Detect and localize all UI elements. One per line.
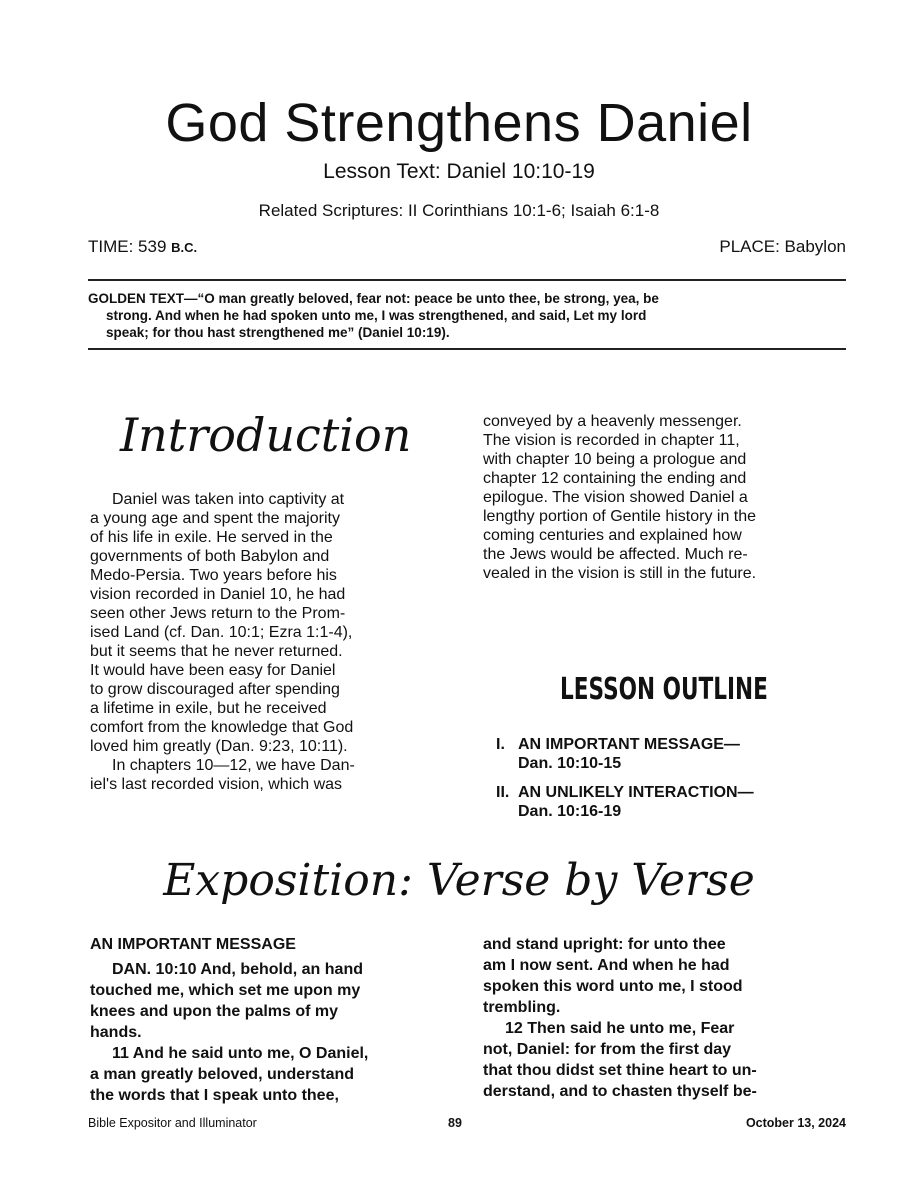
verse-line: touched me, which set me upon my (90, 982, 361, 999)
introduction-right-column (483, 412, 851, 583)
footer-publication: Bible Expositor and Illuminator (88, 1116, 257, 1130)
golden-text-line: speak; for thou hast strengthened me” (Daniel 10:19). (106, 325, 450, 340)
text-line: It would have been easy for Daniel (90, 662, 336, 679)
golden-text-line: GOLDEN TEXT—“O man greatly beloved, fear not: peace be unto thee, be strong, yea, be (88, 291, 659, 306)
text-line: comfort from the knowledge that God (90, 719, 354, 736)
text-line: loved him greatly (Dan. 9:23, 10:11). (90, 738, 348, 755)
page-title: God Strengthens Daniel (165, 93, 753, 153)
text-line: vealed in the vision is still in the future. (483, 565, 757, 582)
text-line: with chapter 10 being a prologue and (483, 451, 747, 468)
verse-line: hands. (90, 1024, 142, 1041)
text-line: a young age and spent the majority (90, 510, 340, 527)
outline-item-title: AN UNLIKELY INTERACTION— (518, 784, 754, 801)
verse-line: derstand, and to chasten thyself be- (483, 1083, 757, 1100)
text-line: vision recorded in Daniel 10, he had (90, 586, 346, 603)
text-line: chapter 12 containing the ending and (483, 470, 747, 487)
golden-text (88, 290, 846, 341)
text-line: The vision is recorded in chapter 11, (483, 432, 740, 449)
footer-date: October 13, 2024 (745, 1116, 846, 1130)
text-line: iel's last recorded vision, which was (90, 776, 343, 793)
place-info: PLACE: Babylon (719, 237, 846, 256)
verse-line: 11 And he said unto me, O Daniel, (112, 1045, 369, 1062)
introduction-heading: Introduction (120, 408, 412, 462)
text-line: governments of both Babylon and (90, 548, 330, 565)
verse-line: knees and upon the palms of my (90, 1003, 339, 1020)
text-line: epilogue. The vision showed Daniel a (483, 489, 748, 506)
time-era: B.C. (171, 240, 198, 255)
verse-line: 12 Then said he unto me, Fear (505, 1020, 735, 1037)
exposition-left-column (90, 934, 460, 1106)
verse-line: and stand upright: for unto thee (483, 936, 726, 953)
text-line: conveyed by a heavenly messenger. (483, 413, 742, 430)
outline-item (496, 735, 856, 773)
verse-line: am I now sent. And when he had (483, 957, 730, 974)
golden-text-line: strong. And when he had spoken unto me, I was strengthened, and said, Let my lord (106, 308, 647, 323)
text-line: but it seems that he never returned. (90, 643, 343, 660)
text-line: lengthy portion of Gentile history in the (483, 508, 757, 525)
text-line: seen other Jews return to the Prom- (90, 605, 346, 622)
text-line: ised Land (cf. Dan. 10:1; Ezra 1:1-4), (90, 624, 353, 641)
exposition-right-column (483, 934, 853, 1102)
related-scriptures: Related Scriptures: II Corinthians 10:1-6; Isaiah 6:1-8 (258, 201, 660, 220)
text-line: In chapters 10—12, we have Dan- (112, 757, 355, 774)
text-line: a lifetime in exile, but he received (90, 700, 327, 717)
outline-item-title: AN IMPORTANT MESSAGE— (518, 736, 740, 753)
verse-line: that thou didst set thine heart to un- (483, 1062, 757, 1079)
text-line: of his life in exile. He served in the (90, 529, 333, 546)
text-line: to grow discouraged after spending (90, 681, 340, 698)
text-line: coming centuries and explained how (483, 527, 742, 544)
page-number: 89 (448, 1116, 462, 1130)
verse-line: the words that I speak unto thee, (90, 1087, 339, 1104)
section-heading: AN IMPORTANT MESSAGE (90, 936, 296, 953)
outline-item-number: II. (496, 784, 510, 801)
time-info (88, 237, 197, 257)
text-line: Daniel was taken into captivity at (112, 491, 345, 508)
exposition-heading: Exposition: Verse by Verse (163, 855, 755, 906)
outline-item (496, 783, 856, 821)
introduction-left-column (90, 490, 458, 794)
outline-item-reference: Dan. 10:10-15 (518, 755, 622, 772)
verse-line: DAN. 10:10 And, behold, an hand (112, 961, 363, 978)
golden-text-bottom-rule (88, 348, 846, 350)
text-line: the Jews would be affected. Much re- (483, 546, 748, 563)
verse-line: not, Daniel: for from the first day (483, 1041, 732, 1058)
lesson-outline-heading: LESSON OUTLINE (560, 672, 768, 707)
verse-line: spoken this word unto me, I stood (483, 978, 743, 995)
text-line: Medo-Persia. Two years before his (90, 567, 337, 584)
outline-item-reference: Dan. 10:16-19 (518, 803, 622, 820)
verse-line: trembling. (483, 999, 561, 1016)
outline-item-number: I. (496, 736, 505, 753)
time-label: TIME: 539 (88, 237, 172, 256)
lesson-text-reference: Lesson Text: Daniel 10:10-19 (323, 160, 595, 183)
verse-line: a man greatly beloved, understand (90, 1066, 355, 1083)
golden-text-top-rule (88, 279, 846, 281)
